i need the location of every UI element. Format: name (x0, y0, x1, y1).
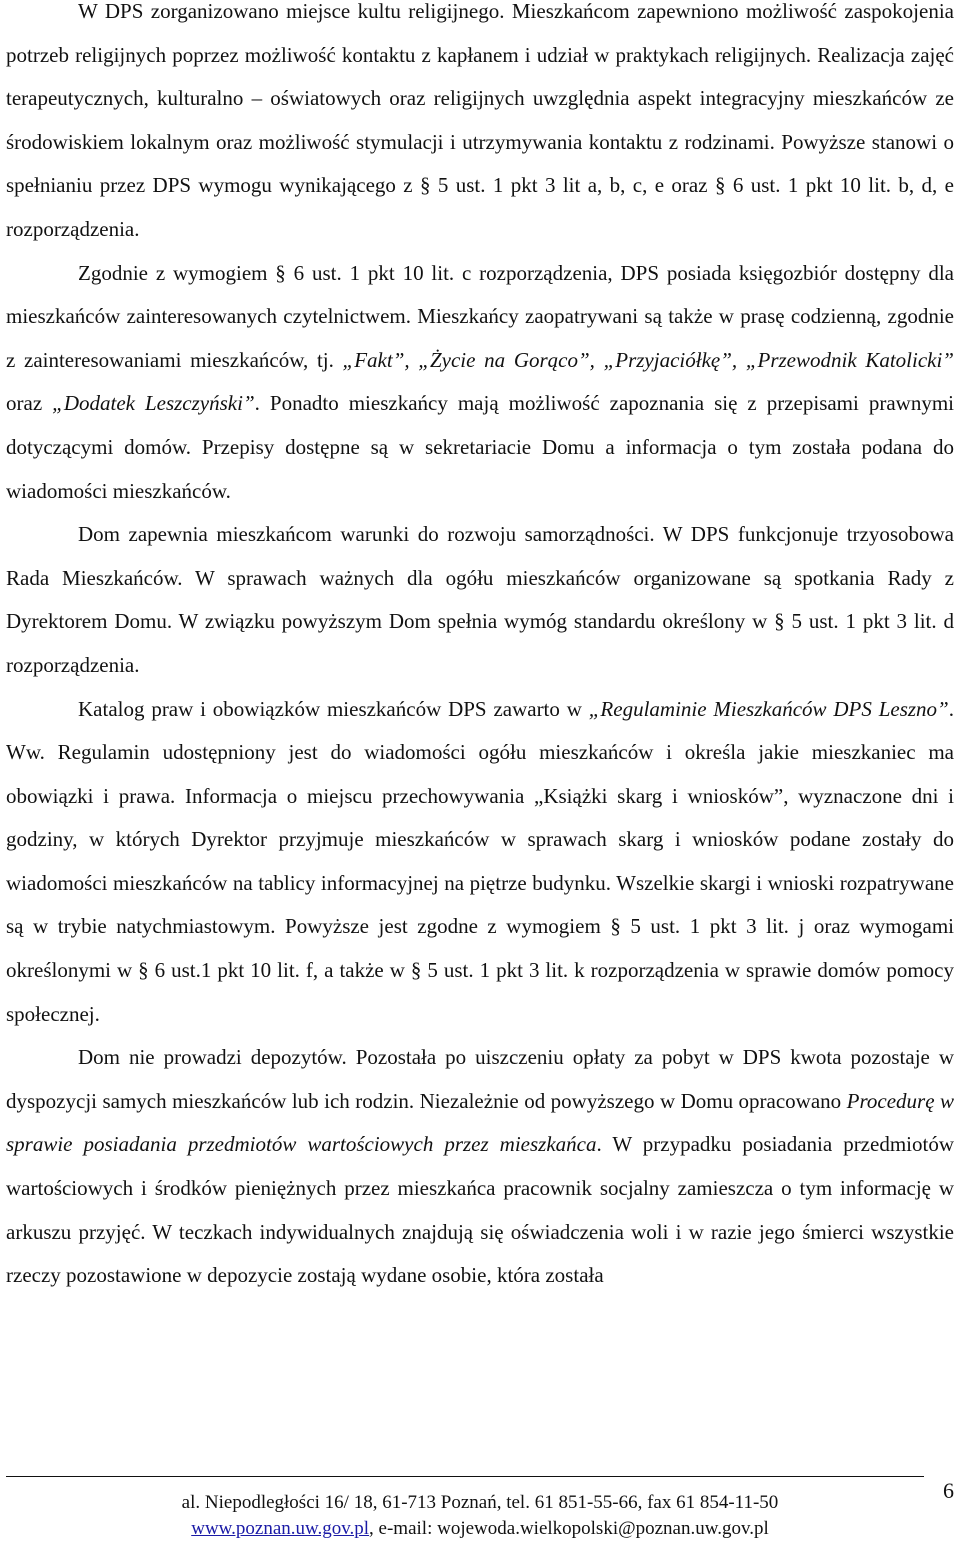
text-segment: Zgodnie z wymogiem § 6 ust. 1 pkt 10 lit. c rozporządzenia, DPS posiada księgozbiór dostępny dla mieszkańców zainteresowanych czytelnictwem. Mieszkańcy zaopatrywani są także w prasę codzienną, zgodnie z zainteresowaniami mieszkańców, tj. (6, 260, 954, 372)
text-segment: . Ponadto mieszkańcy mają możliwość zapoznania się z przepisami prawnymi dotyczącymi domów. Przepisy dostępne są w sekretariacie Domu a informacja o tym została podana do wiadomości mieszkańców. (6, 391, 954, 503)
footer-divider (6, 1476, 924, 1477)
paragraph-self-government (6, 513, 954, 687)
text-segment: Dom nie prowadzi depozytów. Pozostała po uiszczeniu opłaty za pobyt w DPS kwota pozostaje w dyspozycji samych mieszkańców lub ich rodzin. Niezależnie od powyższego w Domu opracowano (6, 1045, 954, 1113)
italic-text-segment: „Dodatek Leszczyński” (52, 391, 255, 416)
footer-address: al. Niepodległości 16/ 18, 61-713 Poznań, tel. 61 851-55-66, fax 61 854-11-50 (181, 1492, 779, 1513)
document-body (6, 0, 954, 1298)
text-segment: . Ww. Regulamin udostępniony jest do wiadomości ogółu mieszkańców i określa jakie mieszkaniec ma obowiązki i prawa. Informacja o miejscu przechowywania „Książki skarg i wniosków”, wyznaczone dni i godziny, w których Dyrektor przyjmuje mieszkańców w sprawach skarg i wniosków podane zostały do wiadomości mieszkańców na tablicy informacyjnej na piętrze budynku. Wszelkie skargi i wnioski rozpatrywane są w trybie natychmiastowym. Powyższe jest zgodne z wymogiem § 5 ust. 1 pkt 3 lit. j oraz wymogami określonymi w § 6 ust.1 pkt 10 lit. f, a także w § 5 ust. 1 pkt 3 lit. k rozporządzenia w sprawie domów pomocy społecznej. (6, 696, 954, 1026)
page-number: 6 (943, 1478, 954, 1503)
footer-email: , e-mail: wojewoda.wielkopolski@poznan.uw.gov.pl (369, 1518, 769, 1539)
text-segment: oraz (6, 391, 53, 416)
footer-website-link[interactable]: www.poznan.uw.gov.pl (191, 1518, 370, 1539)
text-segment: W DPS zorganizowano miejsce kultu religijnego. Mieszkańcom zapewniono możliwość zaspokojenia potrzeb religijnych poprzez możliwość kontaktu z kapłanem i udział w praktykach religijnych. Realizacja zajęć terapeutycznych, kulturalno – oświatowych oraz religijnych uwzględnia aspekt integracyjny mieszkańców ze środowiskiem lokalnym oraz możliwość stymulacji i utrzymywania kontaktu z rodzinami. Powyższe stanowi o spełnianiu przez DPS wymogu wynikającego z § 5 ust. 1 pkt 3 lit a, b, c, e oraz § 6 ust. 1 pkt 10 lit. b, d, e rozporządzenia. (6, 0, 954, 241)
paragraph-deposits (6, 1036, 954, 1298)
text-segment: Katalog praw i obowiązków mieszkańców DPS zawarto w (78, 696, 589, 721)
italic-text-segment: „Fakt”, „Życie na Gorąco”, „Przyjaciółkę”, „Przewodnik Katolicki” (342, 347, 954, 372)
paragraph-rights-duties (6, 688, 954, 1037)
footer-contact (0, 1516, 960, 1542)
italic-text-segment: „Regulaminie Mieszkańców DPS Leszno” (588, 696, 949, 721)
paragraph-library-press (6, 252, 954, 514)
paragraph-religious-activities (6, 0, 954, 252)
text-segment: . W przypadku posiadania przedmiotów wartościowych i środków pieniężnych przez mieszkańca pracownik socjalny zamieszcza o tym informację w arkuszu przyjęć. W teczkach indywidualnych znajdują się oświadczenia woli i w razie jego śmierci wszystkie rzeczy pozostawione w depozycie zostają wydane osobie, która została (6, 1132, 954, 1288)
text-segment: Dom zapewnia mieszkańcom warunki do rozwoju samorządności. W DPS funkcjonuje trzyosobowa Rada Mieszkańców. W sprawach ważnych dla ogółu mieszkańców organizowane są spotkania Rady z Dyrektorem Domu. W związku powyższym Dom spełnia wymóg standardu określony w § 5 ust. 1 pkt 3 lit. d rozporządzenia. (6, 522, 954, 677)
italic-text-segment: Procedurę w sprawie posiadania przedmiotów wartościowych przez mieszkańca (6, 1088, 954, 1157)
